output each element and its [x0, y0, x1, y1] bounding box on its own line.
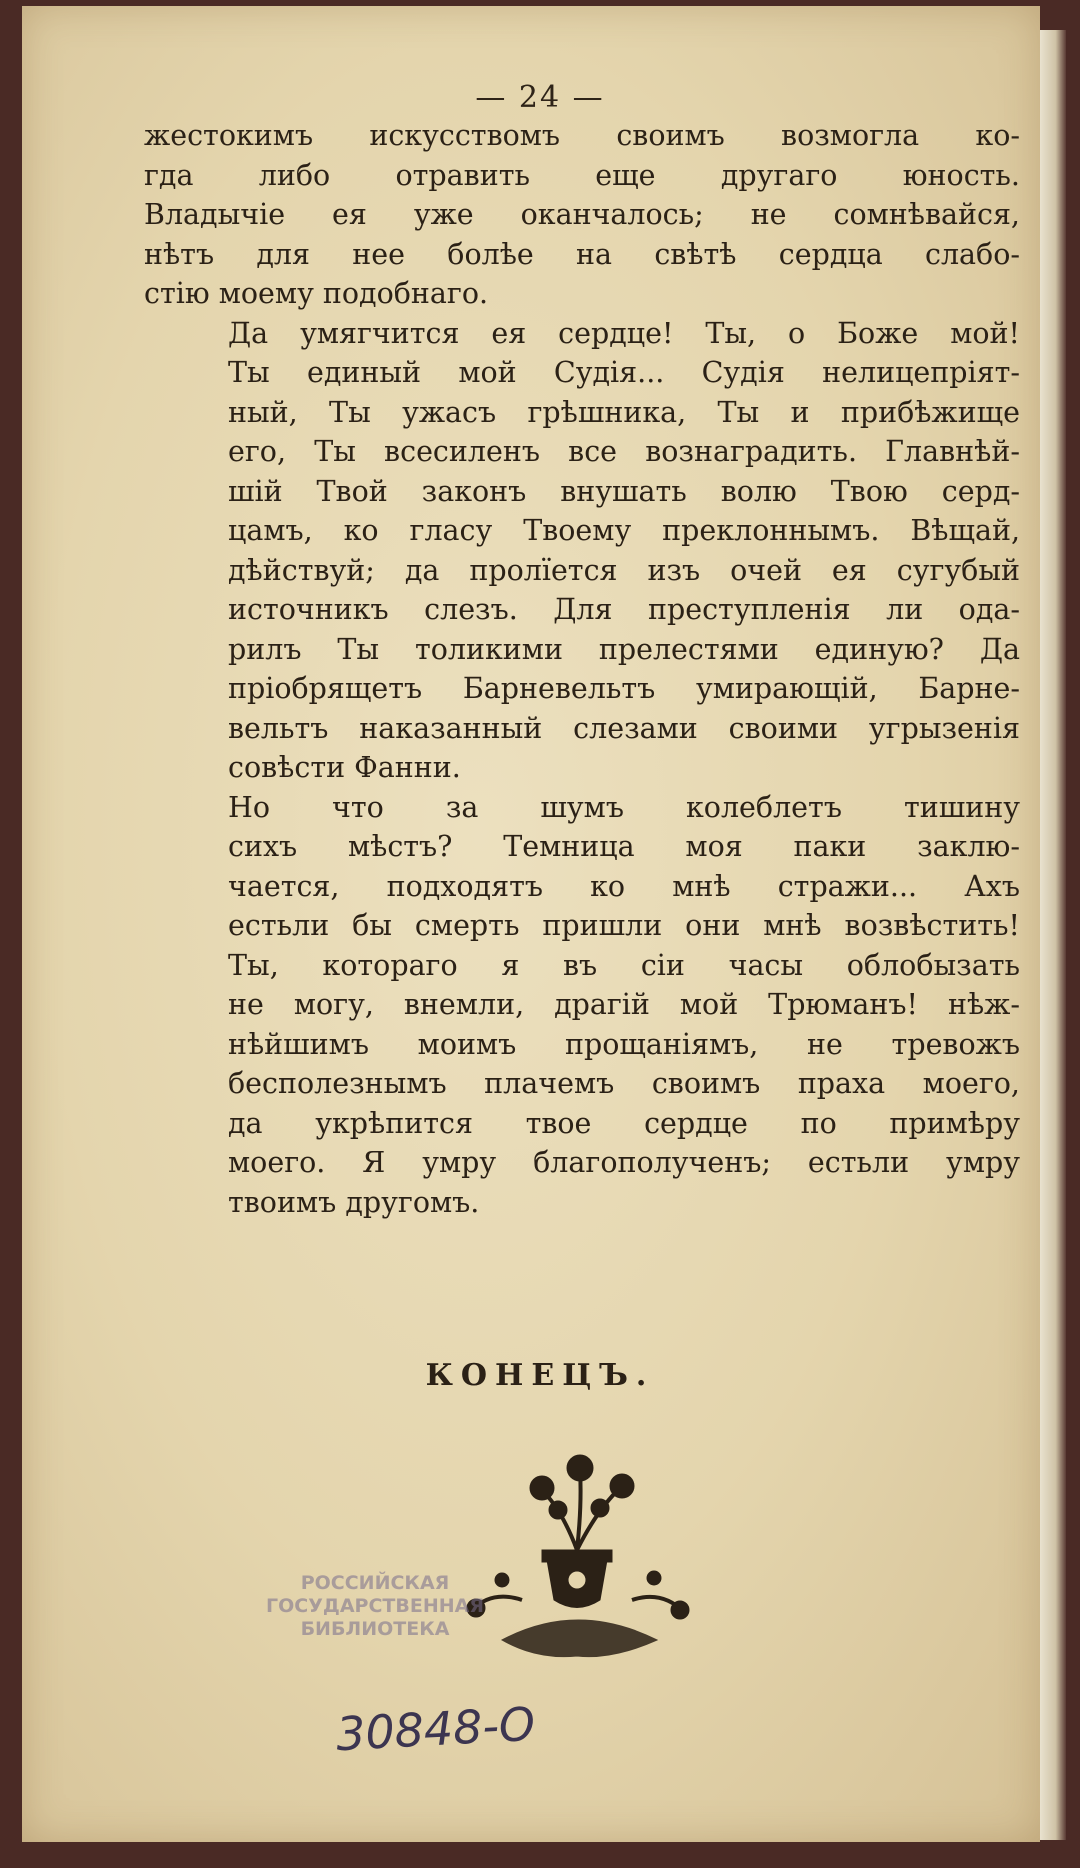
paragraph-2	[144, 314, 1020, 788]
text-line: сихъ мѣстъ? Темница моя паки заклю-	[228, 830, 1020, 863]
end-heading: КОНЕЦЪ.	[425, 1358, 655, 1393]
text-line: Владычіе ея уже оканчалось; не сомнѣвайся,	[144, 198, 1020, 231]
paragraph-1	[144, 116, 1020, 314]
page-edge	[1040, 30, 1066, 1840]
text-body	[144, 116, 1020, 1222]
text-line: да укрѣпится твое сердце по примѣру	[228, 1106, 1020, 1140]
text-line: совѣсти Фанни.	[228, 751, 461, 784]
text-line: ный, Ты ужасъ грѣшника, Ты и прибѣжище	[228, 395, 1020, 429]
text-line: рилъ Ты толикими прелестями единую? Да	[228, 632, 1020, 666]
text-line: цамъ, ко гласу Твоему преклоннымъ. Вѣщай,	[228, 514, 1020, 547]
text-line: не могу, внемли, драгій мой Трюманъ! нѣж-	[228, 988, 1020, 1021]
text-line: бесполезнымъ плачемъ своимъ праха моего,	[228, 1067, 1020, 1100]
text-line: жестокимъ искусствомъ своимъ возмогла ко-	[144, 119, 1020, 152]
text-line: Ты, котораго я въ сіи часы облобызать	[228, 948, 1020, 982]
text-line: нѣтъ для нее болѣе на свѣтѣ сердца слабо-	[144, 237, 1020, 271]
paragraph-3	[144, 788, 1020, 1223]
text-line: нѣйшимъ моимъ прощаніямъ, не тревожъ	[228, 1027, 1020, 1061]
page-number: — 24 —	[475, 80, 605, 115]
text-line: дѣйствуй; да пролїется изъ очей ея сугубый	[228, 553, 1020, 587]
stamp-line: РОССИЙСКАЯ	[300, 1572, 450, 1594]
text-line: Да умягчится ея сердце! Ты, о Боже мой!	[228, 316, 1020, 350]
text-line: источникъ слезъ. Для преступленія ли ода-	[228, 593, 1020, 626]
text-line: стію моему подобнаго.	[144, 277, 489, 310]
text-line: чается, подходятъ ко мнѣ стражи... Ахъ	[228, 869, 1020, 903]
stamp-line: БИБЛИОТЕКА	[300, 1618, 450, 1640]
text-line: моего. Я умру благополученъ; естьли умру	[228, 1146, 1020, 1179]
stamp-line: ГОСУДАРСТВЕННАЯ	[266, 1595, 484, 1617]
text-line: Ты единый мой Судія... Судія нелицепріят-	[228, 356, 1020, 389]
text-line: Но что за шумъ колеблетъ тишину	[228, 790, 1020, 824]
text-line: вельтъ наказанный слезами своими угрызенія	[228, 711, 1020, 745]
handwritten-shelfmark: 30848-О	[334, 1696, 537, 1762]
library-stamp	[250, 1572, 500, 1641]
text-line: естьли бы смерть пришли они мнѣ возвѣстить!	[228, 909, 1020, 942]
text-line: шій Твой законъ внушать волю Твою серд-	[228, 474, 1020, 508]
text-line: пріобрящетъ Барневельтъ умирающій, Барне-	[228, 672, 1020, 705]
text-line: гда либо отравить еще другаго юность.	[144, 158, 1020, 192]
text-line: его, Ты всесиленъ все вознаградить. Главнѣй-	[228, 435, 1020, 468]
text-line: твоимъ другомъ.	[228, 1185, 480, 1219]
